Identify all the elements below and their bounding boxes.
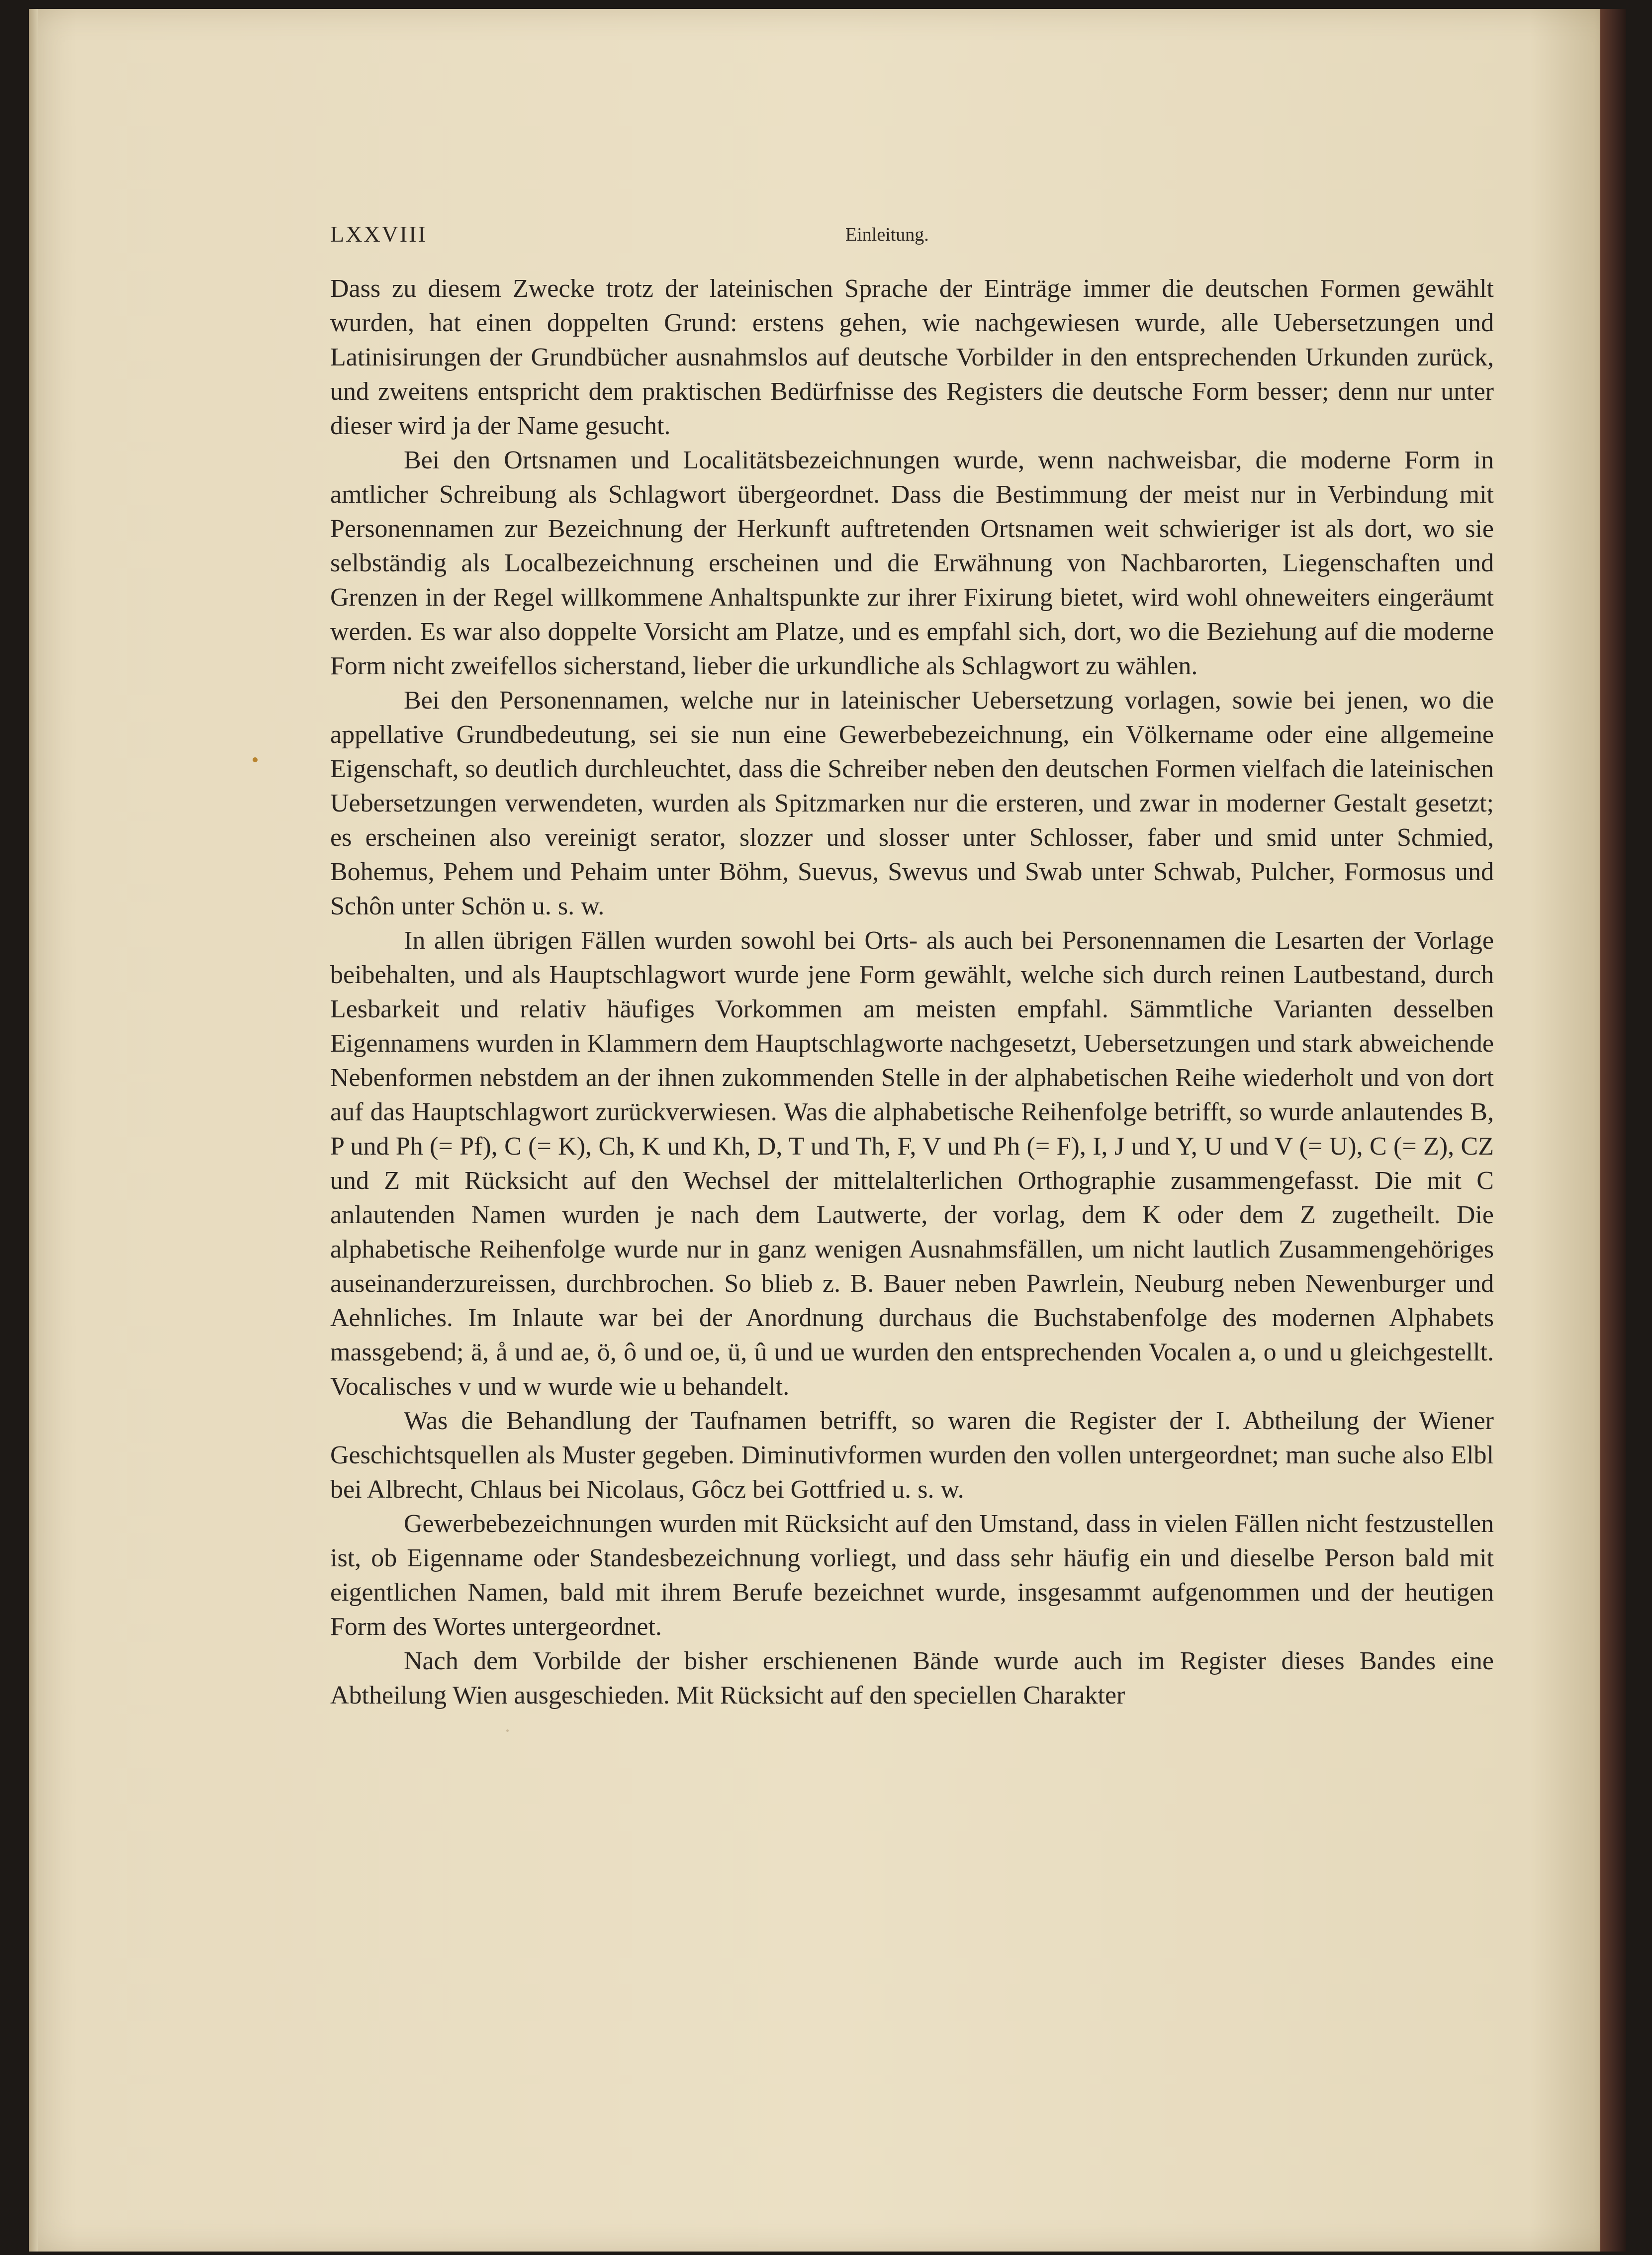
paper-sheet <box>29 9 1626 2252</box>
paragraph: Was die Behandlung der Taufnamen betrifft, so waren die Register der I. Abtheilung der Wiener Geschichtsquellen als Muster gegeben. Diminutivformen wurden den vollen untergeordnet; man suche also Elbl bei Albrecht, Chlaus bei Nicolaus, Gôcz bei Gottfried u. s. w. <box>330 1407 1494 1504</box>
paragraph: Bei den Personennamen, welche nur in lateinischer Uebersetzung vorlagen, sowie bei jenen, wo die appellative Grundbedeutung, sei sie nun eine Gewerbebezeichnung, ein Völkername oder eine allgemeine Eigenschaft, so deutlich durchleuchtet, dass die Schreiber neben den deutschen Formen vielfach die lateinischen Uebersetzungen verwendeten, wurden als Spitzmarken nur die ersteren, und zwar in moderner Gestalt gesetzt; es erscheinen also vereinigt serator, slozzer und slosser unter Schlosser, faber und smid unter Schmied, Bohemus, Pehem und Pehaim unter Böhm, Suevus, Swevus und Swab unter Schwab, Pulcher, Formosus und Schôn unter Schön u. s. w. <box>330 686 1494 920</box>
page-number: LXXVIII <box>330 221 427 247</box>
paragraph: Bei den Ortsnamen und Localitätsbezeichnungen wurde, wenn nachweisbar, die moderne Form in amtlicher Schreibung als Schlagwort übergeordnet. Dass die Bestimmung der meist nur in Verbindung mit Personennamen zur Bezeichnung der Herkunft auftretenden Ortsnamen weit schwieriger ist als dort, wo sie selbständig als Localbezeichnung erscheinen und die Erwähnung von Nachbarorten, Liegenschaften und Grenzen in der Regel willkommene Anhaltspunkte zur ihrer Fixirung bietet, wird wohl ohneweiters eingeräumt werden. Es war also doppelte Vorsicht am Platze, und es empfahl sich, dort, wo die Beziehung auf die moderne Form nicht zweifellos sicherstand, lieber die urkundliche als Schlagwort zu wählen. <box>330 446 1494 680</box>
page-gutter-shadow <box>29 9 38 2252</box>
paragraph: Gewerbebezeichnungen wurden mit Rücksicht auf den Umstand, dass in vielen Fällen nicht festzustellen ist, ob Eigenname oder Standesbezeichnung vorliegt, und dass sehr häufig ein und dieselbe Person bald mit eigentlichen Namen, bald mit ihrem Berufe bezeichnet wurde, insgesammt aufgenommen und der heutigen Form des Wortes untergeordnet. <box>330 1510 1494 1641</box>
binding-edge <box>1600 9 1626 2252</box>
body-text <box>330 271 1494 1713</box>
paragraph: In allen übrigen Fällen wurden sowohl bei Orts- als auch bei Personennamen die Lesarten der Vorlage beibehalten, und als Hauptschlagwort wurde jene Form gewählt, welche sich durch reinen Lautbestand, durch Lesbarkeit und relativ häufiges Vorkommen am meisten empfahl. Sämmtliche Varianten desselben Eigennamens wurden in Klammern dem Hauptschlagworte nachgesetzt, Uebersetzungen und stark abweichende Nebenformen nebstdem an der ihnen zukommenden Stelle in der alphabetischen Reihe wiederholt und von dort auf das Hauptschlagwort zurückverwiesen. Was die alphabetische Reihenfolge betrifft, so wurde anlautendes B, P und Ph (= Pf), C (= K), Ch, K und Kh, D, T und Th, F, V und Ph (= F), I, J und Y, U und V (= U), C (= Z), CZ und Z mit Rücksicht auf den Wechsel der mittelalterlichen Orthographie zusammengefasst. Die mit C anlautenden Namen wurden je nach dem Lautwerte, der vorlag, dem K oder dem Z zugetheilt. Die alphabetische Reihenfolge wurde nur in ganz wenigen Ausnahmsfällen, um nicht lautlich Zusammengehöriges auseinanderzureissen, durchbrochen. So blieb z. B. Bauer neben Pawrlein, Neuburg neben Newenburger und Aehnliches. Im Inlaute war bei der Anordnung durchaus die Buchstabenfolge des modernen Alphabets massgebend; ä, å und ae, ö, ô und oe, ü, û und ue wurden den entsprechenden Vocalen a, o und u gleichgestellt. Vocalisches v und w wurde wie u behandelt. <box>330 926 1494 1401</box>
paper-speck <box>506 1729 509 1732</box>
paragraph: Nach dem Vorbilde der bisher erschienenen Bände wurde auch im Register dieses Bandes eine Abtheilung Wien ausgeschieden. Mit Rücksicht auf den speciellen Charakter <box>330 1647 1494 1710</box>
paragraph: Dass zu diesem Zwecke trotz der lateinischen Sprache der Einträge immer die deutschen Formen gewählt wurden, hat einen doppelten Grund: erstens gehen, wie nachgewiesen wurde, alle Uebersetzungen und Latinisirungen der Grundbücher ausnahmslos auf deutsche Vorbilder in den entsprechenden Urkunden zurück, und zweitens entspricht dem praktischen Bedürfnisse des Registers die deutsche Form besser; denn nur unter dieser wird ja der Name gesucht. <box>330 274 1494 440</box>
running-head <box>330 221 1499 251</box>
paper-speck <box>253 757 258 762</box>
running-title: Einleitung. <box>845 224 929 245</box>
